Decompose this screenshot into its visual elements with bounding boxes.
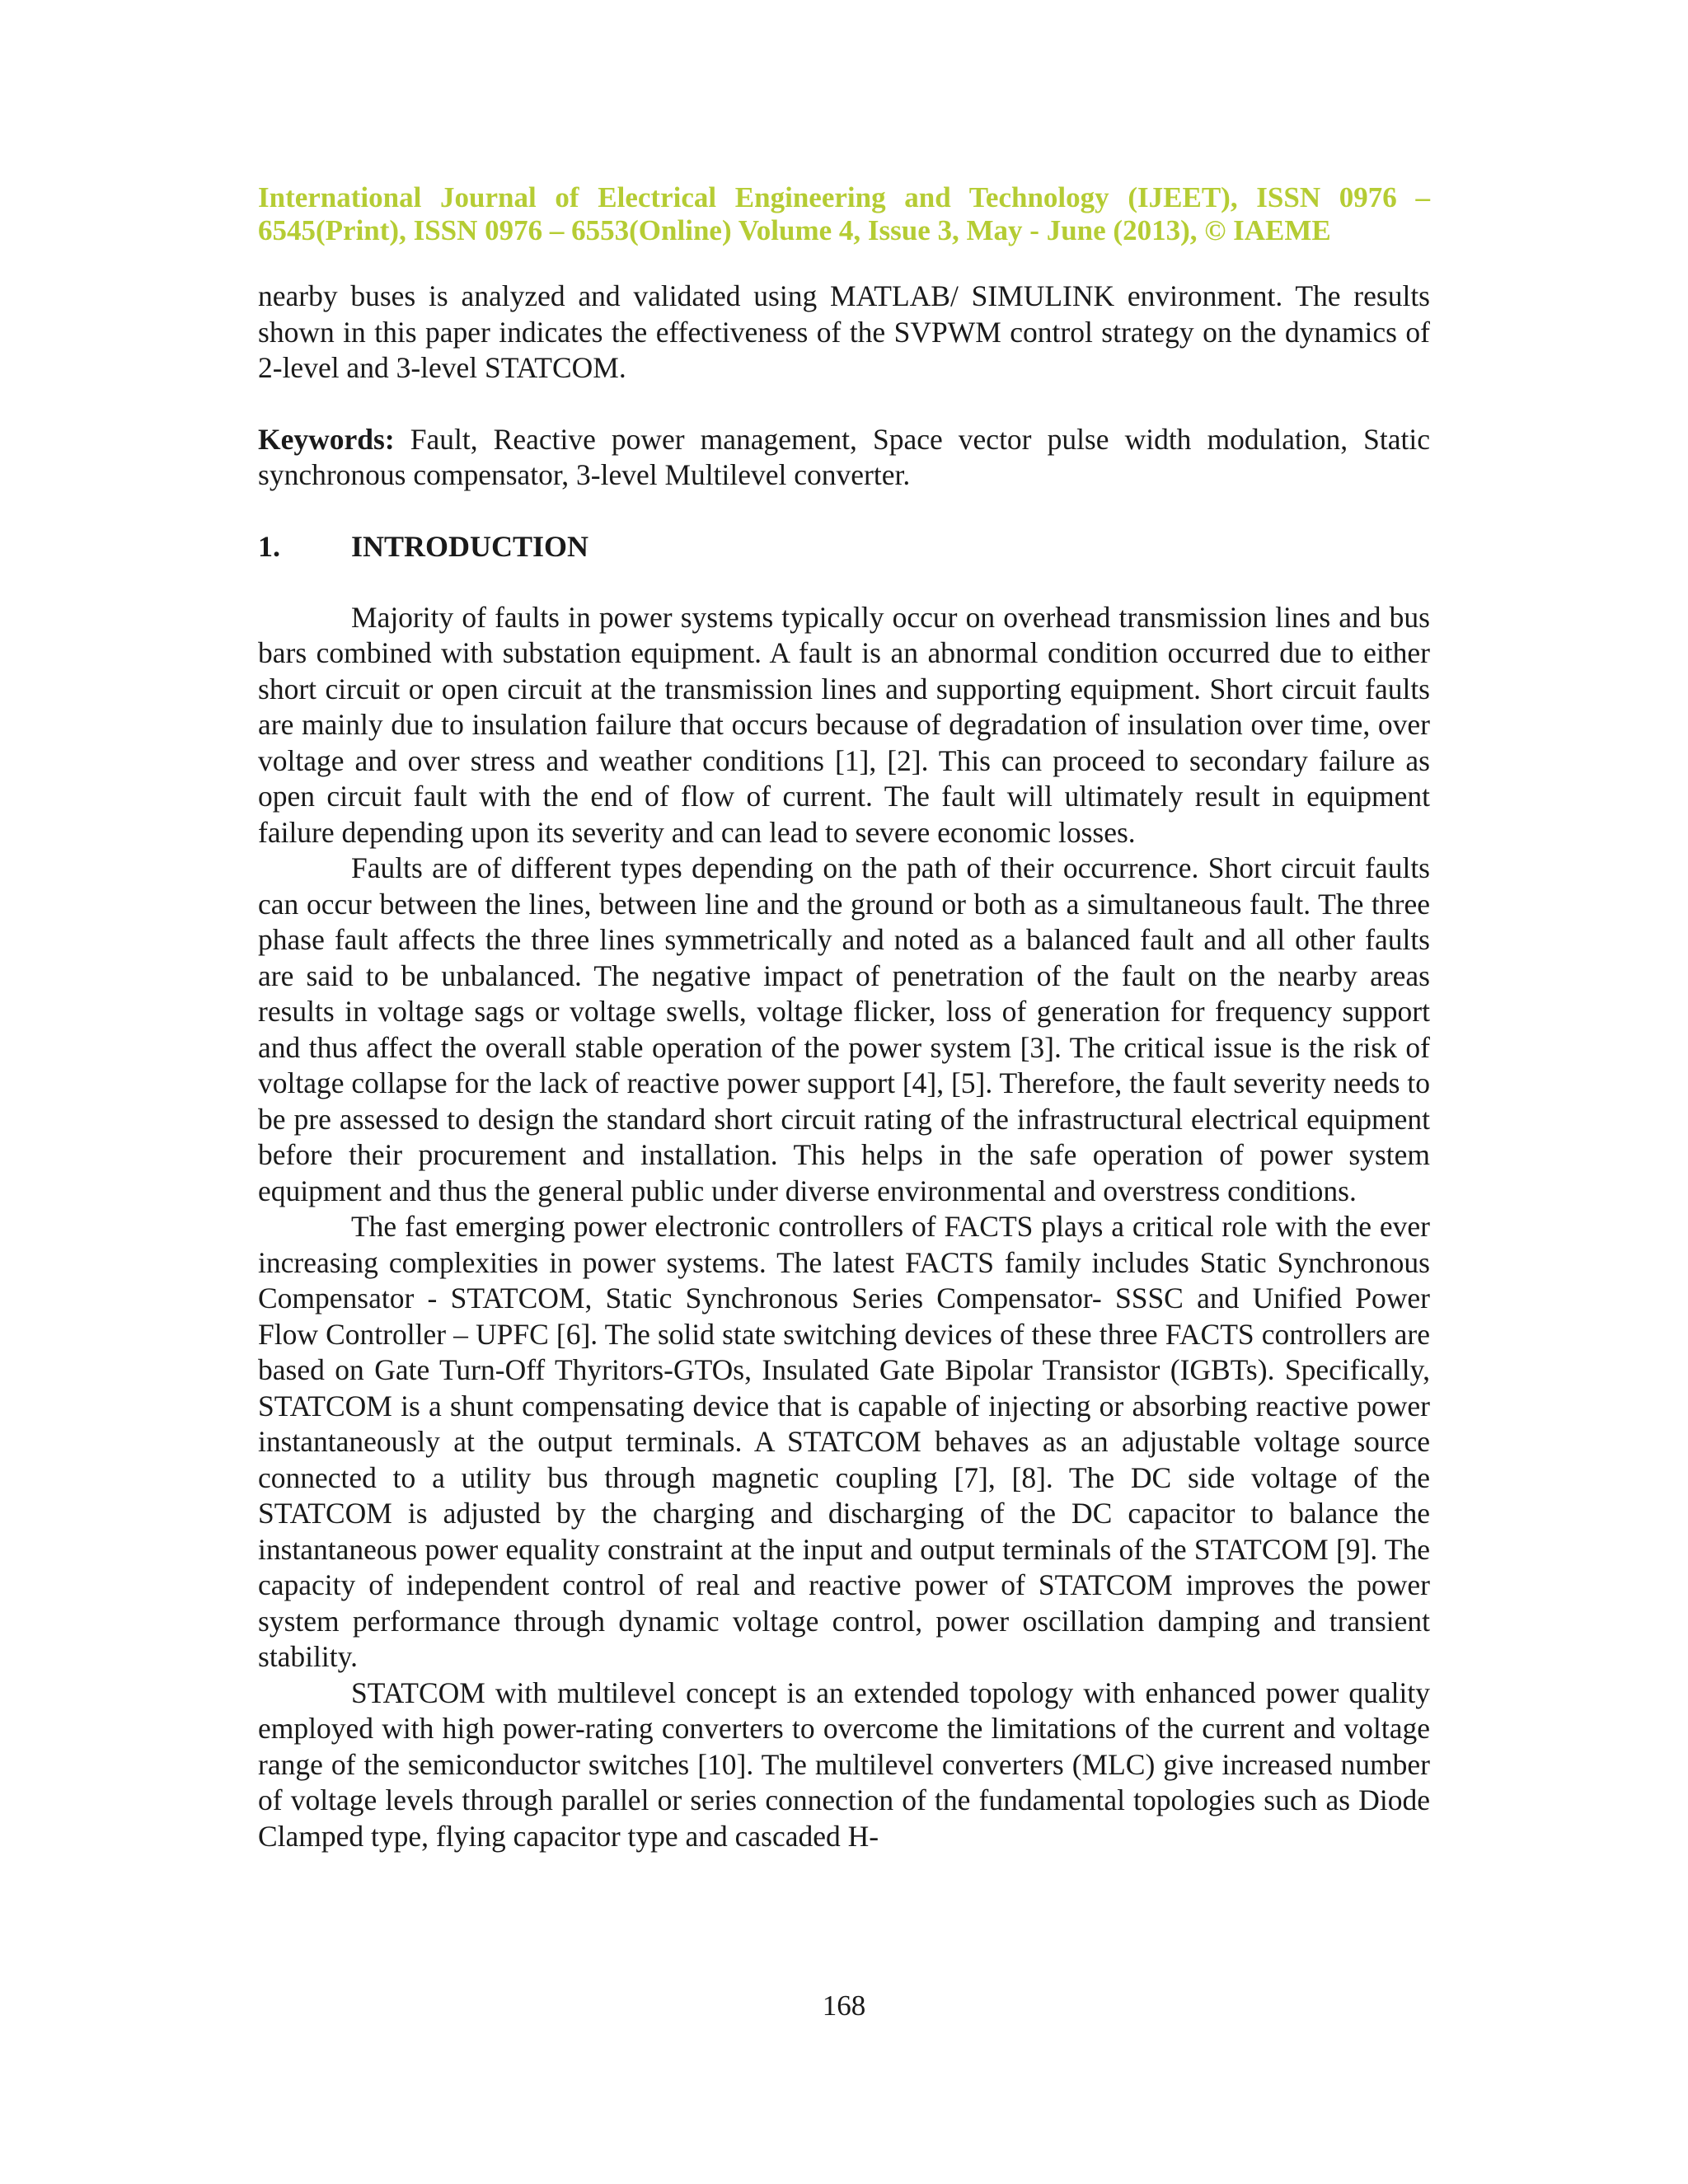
page-number: 168 [822,1990,866,2022]
keywords-text: Fault, Reactive power management, Space vector pulse width modulation, Static synchronous compensator, 3-level Multilevel converter. [258,422,1430,491]
section-number: 1. [258,529,280,563]
paragraph-1: Majority of faults in power systems typically occur on overhead transmission lines and bus bars combined with substation equipment. A fault is an abnormal condition occurred due to either short circuit or open circuit at the transmission lines and supporting equipment. Short circuit faults are mainly due to insulation failure that occurs because of degradation of insulation over time, over voltage and over stress and weather conditions [1], [2]. This can proceed to secondary failure as open circuit fault with the end of flow of current. The fault will ultimately result in equipment failure depending upon its severity and can lead to severe economic losses. [258,600,1430,849]
section-heading [258,529,1430,565]
paragraph-4: STATCOM with multilevel concept is an extended topology with enhanced power quality employed with high power-rating converters to overcome the limitations of the current and voltage range of the semiconductor switches [10]. The multilevel converters (MLC) give increased number of voltage levels through parallel or series connection of the fundamental topologies such as Diode Clamped type, flying capacitor type and cascaded H- [258,1675,1430,1853]
journal-header: International Journal of Electrical Engineering and Technology (IJEET), ISSN 0976 – 6545(Print), ISSN 0976 – 6553(Online) Volume 4, Issue 3, May - June (2013), © IAEME [258,181,1430,246]
page-content [258,181,1430,1854]
section-title: INTRODUCTION [351,529,589,563]
paragraph-3: The fast emerging power electronic controllers of FACTS plays a critical role with the ever increasing complexities in power systems. The latest FACTS family includes Static Synchronous Compensator - STATCOM, Static Synchronous Series Compensator- SSSC and Unified Power Flow Controller – UPFC [6]. The solid state switching devices of these three FACTS controllers are based on Gate Turn-Off Thyritors-GTOs, Insulated Gate Bipolar Transistor (IGBTs). Specifically, STATCOM is a shunt compensating device that is capable of injecting or absorbing reactive power instantaneously at the output terminals. A STATCOM behaves as an adjustable voltage source connected to a utility bus through magnetic coupling [7], [8]. The DC side voltage of the STATCOM is adjusted by the charging and discharging of the DC capacitor to balance the instantaneous power equality constraint at the input and output terminals of the STATCOM [9]. The capacity of independent control of real and reactive power of STATCOM improves the power system performance through dynamic voltage control, power oscillation damping and transient stability. [258,1210,1430,1673]
keywords [258,422,1430,494]
paragraph-2: Faults are of different types depending on the path of their occurrence. Short circuit faults can occur between the lines, between line and the ground or both as a simultaneous fault. The three phase fault affects the three lines symmetrically and noted as a balanced fault and all other faults are said to be unbalanced. The negative impact of penetration of the fault on the nearby areas results in voltage sags or voltage swells, voltage flicker, loss of generation for frequency support and thus affect the overall stable operation of the power system [3]. The critical issue is the risk of voltage collapse for the lack of reactive power support [4], [5]. Therefore, the fault severity needs to be pre assessed to design the standard short circuit rating of the infrastructural electrical equipment before their procurement and installation. This helps in the safe operation of power system equipment and thus the general public under diverse environmental and overstress conditions. [258,851,1430,1207]
keywords-label: Keywords: [258,422,395,456]
abstract-tail: nearby buses is analyzed and validated using MATLAB/ SIMULINK environment. The results shown in this paper indicates the effectiveness of the SVPWM control strategy on the dynamics of 2-level and 3-level STATCOM. [258,279,1430,384]
